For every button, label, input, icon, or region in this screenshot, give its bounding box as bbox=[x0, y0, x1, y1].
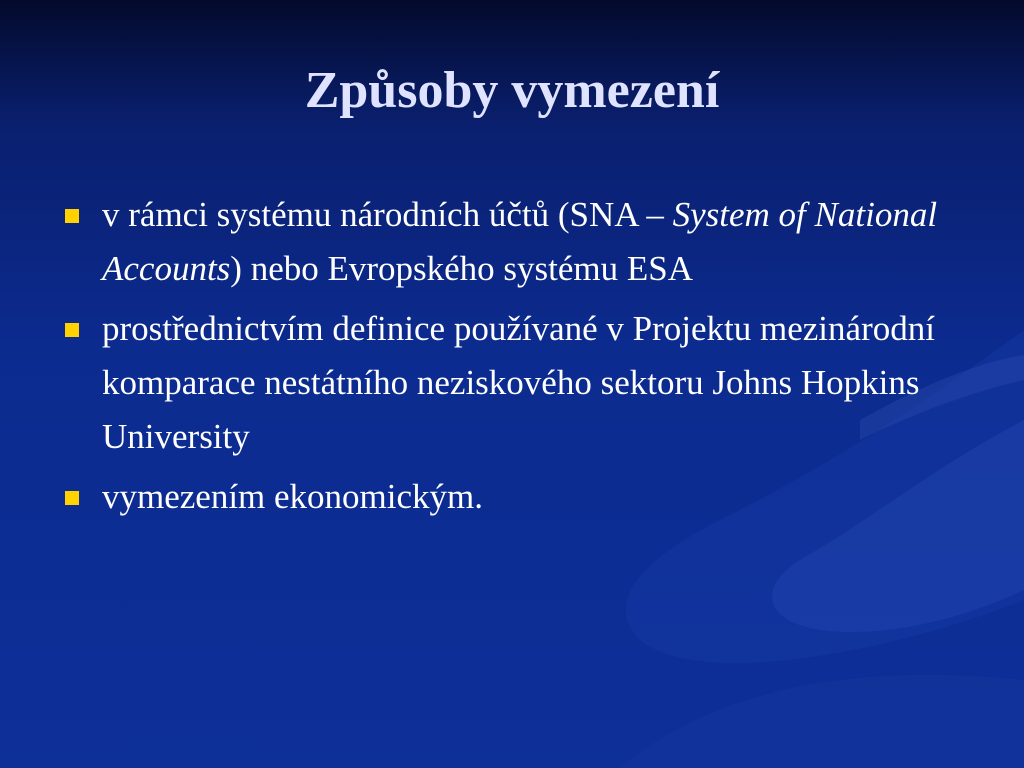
bullet-text: prostřednictvím definice používané v Projektu mezinárodní komparace nestátního neziskového sektoru Johns Hopkins University bbox=[102, 309, 935, 456]
bullet-text bbox=[102, 195, 937, 288]
bullet-item-johns-hopkins bbox=[62, 302, 982, 464]
bullet-list bbox=[62, 188, 982, 530]
bullet-item-sna bbox=[62, 188, 982, 296]
square-bullet-icon bbox=[65, 209, 79, 223]
bullet-text: vymezením ekonomickým. bbox=[102, 477, 484, 516]
slide-title: Způsoby vymezení bbox=[304, 62, 720, 119]
square-bullet-icon bbox=[65, 323, 79, 337]
square-bullet-icon bbox=[65, 491, 79, 505]
bullet-italic-term: System of National Accounts bbox=[102, 195, 938, 288]
bullet-text-part: v rámci systému národních účtů (SNA – bbox=[102, 195, 673, 234]
bullet-text-part: ) nebo Evropského systému ESA bbox=[230, 249, 694, 288]
bullet-item-economic bbox=[62, 470, 982, 524]
